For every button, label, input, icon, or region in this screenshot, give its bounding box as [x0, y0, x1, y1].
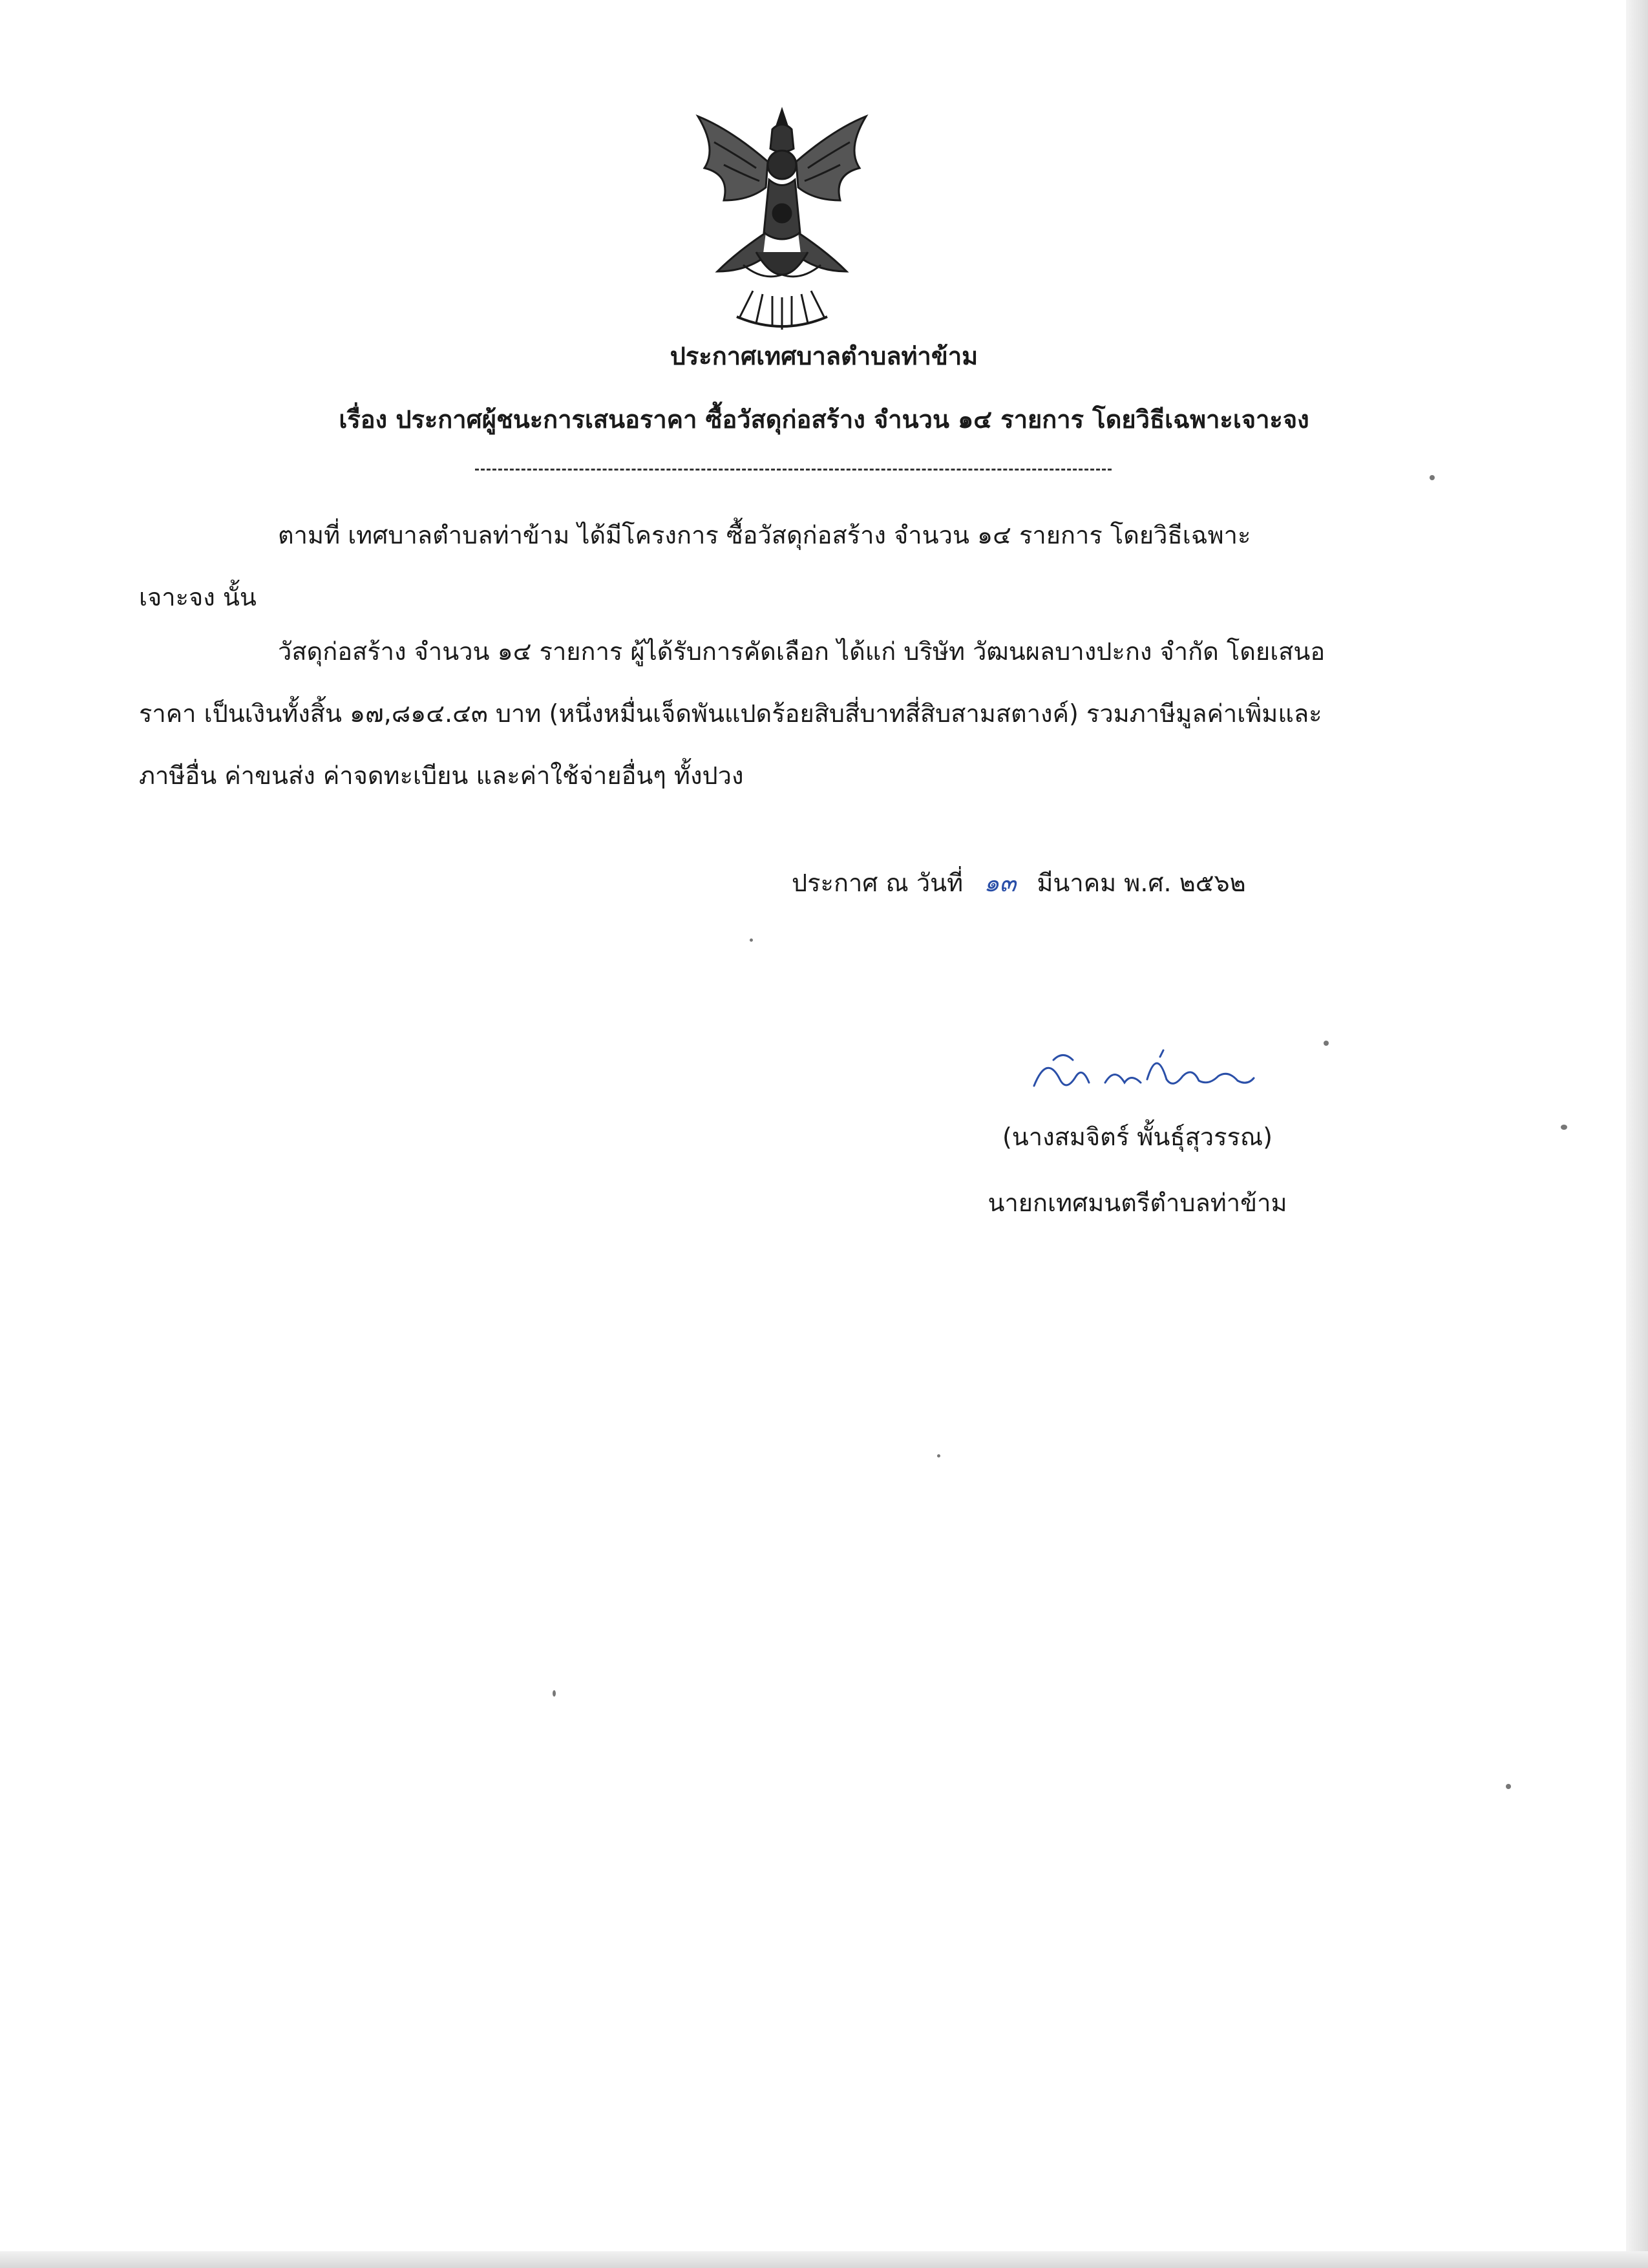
date-month-year: มีนาคม พ.ศ. ๒๕๖๒ [1037, 869, 1246, 897]
paragraph-winner [139, 620, 1444, 807]
scan-edge-bottom [0, 2251, 1648, 2268]
paragraph-winner-line-2: ราคา เป็นเงินทั้งสิ้น ๑๗,๘๑๔.๔๓ บาท (หนึ่งหมื่นเจ็ดพันแปดร้อยสิบสี่บาทสี่สิบสามสตางค์) รวมภาษีมูลค่าเพิ่มและ [139, 699, 1322, 728]
announcement-date [792, 863, 1373, 902]
signer-title: นายกเทศมนตรีตำบลท่าข้าม [988, 1189, 1287, 1217]
paragraph-intro-line-1-text: ตามที่ เทศบาลตำบลท่าข้าม ได้มีโครงการ ซื้อวัสดุก่อสร้าง จำนวน ๑๔ รายการ โดยวิธีเฉพาะ [278, 521, 1251, 549]
paragraph-winner-line-1-text: วัสดุก่อสร้าง จำนวน ๑๔ รายการ ผู้ได้รับการคัดเลือก ได้แก่ บริษัท วัฒนผลบางปะกง จำกัด โดยเสนอ [278, 637, 1326, 666]
scan-speck [1506, 1784, 1511, 1789]
scan-speck [750, 938, 753, 942]
scan-speck [937, 1454, 940, 1457]
paragraph-intro [139, 504, 1444, 628]
announcement-title: ประกาศเทศบาลตำบลท่าข้าม [670, 342, 978, 370]
scan-speck [1324, 1041, 1329, 1046]
scan-speck [1561, 1125, 1567, 1130]
subject-rest: ซื้อวัสดุก่อสร้าง จำนวน ๑๔ รายการ โดยวิธีเฉพาะเจาะจง [697, 405, 1309, 434]
paragraph-winner-line-1 [139, 620, 1444, 683]
scan-speck [1430, 475, 1435, 480]
paragraph-intro-line-1 [139, 504, 1444, 566]
date-prefix: ประกาศ ณ วันที่ [792, 869, 964, 897]
subject-prefix: เรื่อง ประกาศผู้ชนะการเสนอราคา [339, 405, 697, 434]
paragraph-intro-line-2: เจาะจง นั้น [139, 583, 257, 611]
handwritten-signature-icon [1028, 1041, 1260, 1112]
garuda-emblem-icon [679, 103, 885, 336]
signer-name: (นางสมจิตร์ พั้นธุ์สุวรรณ) [1002, 1123, 1273, 1151]
paragraph-winner-line-3: ภาษีอื่น ค่าขนส่ง ค่าจดทะเบียน และค่าใช้จ่ายอื่นๆ ทั้งปวง [139, 761, 744, 790]
date-day-handwritten: ๑๓ [984, 869, 1017, 897]
dashed-divider [475, 469, 1112, 471]
scan-speck [553, 1690, 556, 1697]
subject-line [0, 399, 1648, 439]
